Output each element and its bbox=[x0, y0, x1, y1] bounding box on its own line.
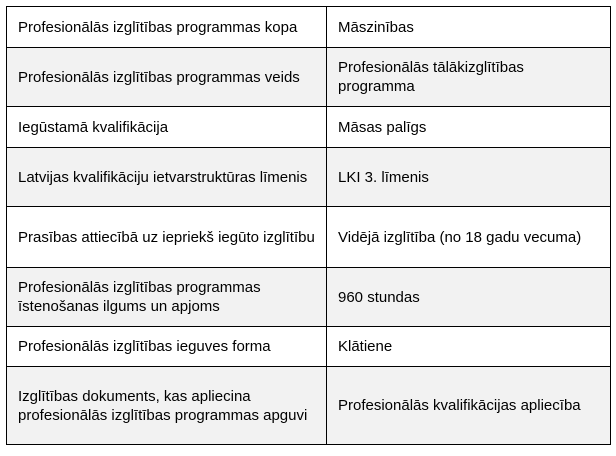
row-label: Profesionālās izglītības programmas īstenošanas ilgums un apjoms bbox=[7, 268, 327, 327]
row-value: 960 stundas bbox=[327, 268, 611, 327]
table-row bbox=[7, 148, 611, 207]
row-value: Klātiene bbox=[327, 327, 611, 367]
table-row bbox=[7, 207, 611, 268]
row-value: LKI 3. līmenis bbox=[327, 148, 611, 207]
row-label: Profesionālās izglītības programmas kopa bbox=[7, 7, 327, 48]
table-row bbox=[7, 107, 611, 148]
row-label: Iegūstamā kvalifikācija bbox=[7, 107, 327, 148]
row-value: Vidējā izglītība (no 18 gadu vecuma) bbox=[327, 207, 611, 268]
table-row bbox=[7, 48, 611, 107]
row-label: Profesionālās izglītības ieguves forma bbox=[7, 327, 327, 367]
table-row bbox=[7, 367, 611, 445]
program-info-table bbox=[6, 6, 611, 445]
row-label: Izglītības dokuments, kas apliecina profesionālās izglītības programmas apguvi bbox=[7, 367, 327, 445]
table-row bbox=[7, 268, 611, 327]
row-value: Profesionālās tālākizglītības programma bbox=[327, 48, 611, 107]
row-label: Profesionālās izglītības programmas veids bbox=[7, 48, 327, 107]
row-value: Māszinības bbox=[327, 7, 611, 48]
row-value: Profesionālās kvalifikācijas apliecība bbox=[327, 367, 611, 445]
row-label: Latvijas kvalifikāciju ietvarstruktūras līmenis bbox=[7, 148, 327, 207]
row-value: Māsas palīgs bbox=[327, 107, 611, 148]
table-row bbox=[7, 7, 611, 48]
row-label: Prasības attiecībā uz iepriekš iegūto izglītību bbox=[7, 207, 327, 268]
table-row bbox=[7, 327, 611, 367]
